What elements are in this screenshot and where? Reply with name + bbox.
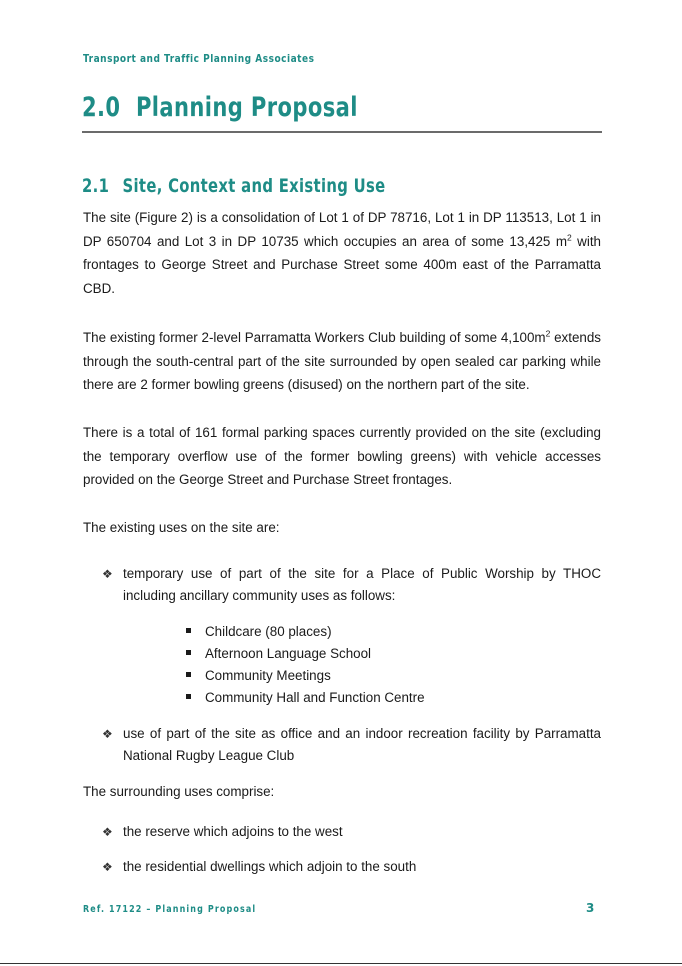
sub-list-item [186,621,332,643]
subsection-title: Site, Context and Existing Use [122,175,386,197]
paragraph-parking: There is a total of 161 formal parking spaces currently provided on the site (excluding the temporary overflow use of the former bowling greens) with vehicle accesses provided on the George Street and Purchase Street frontages. [83,425,601,488]
square-bullet-icon [186,694,191,699]
list-item-existing-use-2 [102,723,601,767]
running-header: Transport and Traffic Planning Associates [83,52,315,65]
sub-list-text: Afternoon Language School [205,646,372,661]
list-item-surrounding-use-2 [102,856,601,878]
list-item-text: the reserve which adjoins to the west [123,824,343,839]
sub-list-text: Childcare (80 places) [205,624,332,639]
sub-list-item [186,665,331,687]
footer-reference: Ref. 17122 – Planning Proposal [83,904,257,915]
sub-list-item [186,643,371,665]
sub-list-text: Community Hall and Function Centre [205,690,425,705]
paragraph-text: The existing former 2-level Parramatta Workers Club building of some 4,100m [83,330,546,345]
page-bottom-rule [0,963,682,964]
list-item-text: use of part of the site as office and an indoor recreation facility by Parramatta National Rugby League Club [123,726,601,763]
paragraph-existing-building [83,326,601,397]
list-item-text: the residential dwellings which adjoin to the south [123,859,417,874]
square-bullet-icon [186,628,191,633]
superscript: 2 [545,328,551,339]
diamond-bullet-icon: ❖ [102,567,113,581]
list-item-surrounding-use-1 [102,821,601,843]
paragraph-text: with frontages to George Street and Purchase Street some 400m east of the Parramatta CBD. [83,233,601,297]
section-number: 2.0 [82,92,121,123]
diamond-bullet-icon: ❖ [102,727,113,741]
list-item-existing-use-1 [102,563,601,607]
paragraph-text: extends through the south-central part of the site surrounded by open sealed car parking while there are 2 former bowling greens (disused) on the northern part of the site. [83,330,601,393]
section-heading [82,92,358,123]
paragraph-text: The site (Figure 2) is a consolidation of Lot 1 of DP 78716, Lot 1 in DP 113513, Lot 1 in DP 650704 and Lot 3 in DP 10735 which occupies an area of some 13,425 m [83,210,601,249]
paragraph-surrounding-uses-intro: The surrounding uses comprise: [83,784,275,799]
sub-list-item [186,687,425,709]
square-bullet-icon [186,672,191,677]
square-bullet-icon [186,650,191,655]
paragraph-existing-uses-intro: The existing uses on the site are: [83,520,280,535]
page-number: 3 [586,901,595,915]
subsection-heading [82,175,385,197]
sub-list-text: Community Meetings [205,668,331,683]
section-title: Planning Proposal [135,92,358,123]
heading-rule [82,131,602,133]
diamond-bullet-icon: ❖ [102,825,113,839]
paragraph-site-description [83,206,601,301]
list-item-text: temporary use of part of the site for a Place of Public Worship by THOC including ancillary community uses as follows: [123,566,601,603]
subsection-number: 2.1 [82,175,110,197]
superscript: 2 [567,232,572,243]
diamond-bullet-icon: ❖ [102,860,113,874]
